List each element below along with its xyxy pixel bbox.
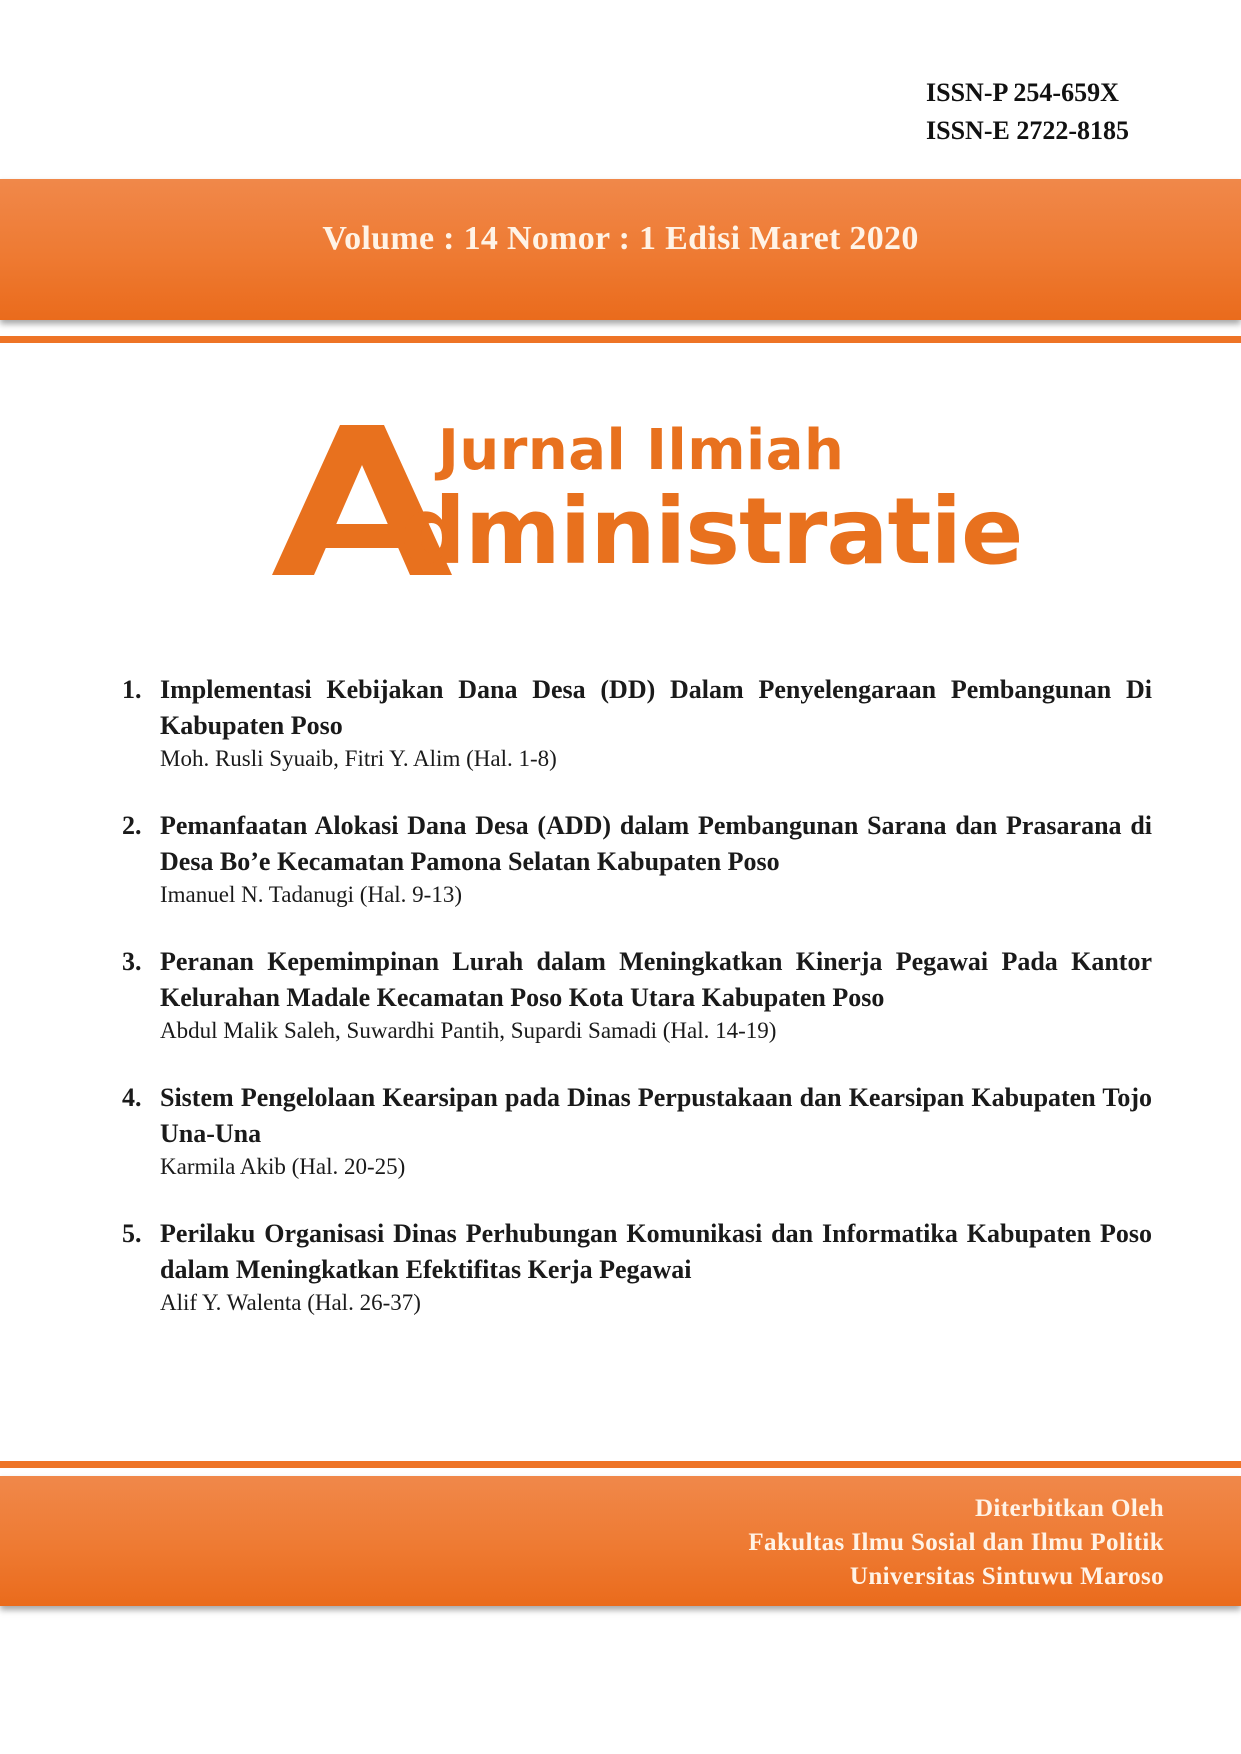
issn-electronic: ISSN-E 2722-8185 xyxy=(926,116,1129,145)
article-authors: Imanuel N. Tadanugi (Hal. 9-13) xyxy=(160,882,462,907)
article-title: Sistem Pengelolaan Kearsipan pada Dinas Perpustakaan dan Kearsipan Kabupaten Tojo Una-Una xyxy=(160,1083,1152,1148)
header-divider xyxy=(0,336,1241,343)
publisher-block xyxy=(748,1492,1164,1594)
article-number: 2. xyxy=(122,811,142,840)
article-number: 3. xyxy=(122,947,142,976)
article-authors: Moh. Rusli Syuaib, Fitri Y. Alim (Hal. 1-8) xyxy=(160,746,557,771)
publisher-university: Universitas Sintuwu Maroso xyxy=(849,1563,1164,1590)
article-item[interactable] xyxy=(122,944,1152,1046)
issn-block xyxy=(926,74,1129,150)
logo-text-jurnal-ilmiah: Jurnal Ilmiah xyxy=(438,418,845,483)
article-number: 5. xyxy=(122,1219,142,1248)
article-title: Perilaku Organisasi Dinas Perhubungan Komunikasi dan Informatika Kabupaten Poso dalam Meningkatkan Efektifitas Kerja Pegawai xyxy=(160,1219,1152,1284)
article-item[interactable] xyxy=(122,672,1152,774)
article-title: Implementasi Kebijakan Dana Desa (DD) Dalam Penyelengaraan Pembangunan Di Kabupaten Poso xyxy=(160,675,1152,740)
article-item[interactable] xyxy=(122,1216,1152,1318)
article-title: Pemanfaatan Alokasi Dana Desa (ADD) dalam Pembangunan Sarana dan Prasarana di Desa Bo’e Kecamatan Pamona Selatan Kabupaten Poso xyxy=(160,811,1152,876)
table-of-contents xyxy=(122,672,1152,1352)
volume-title: Volume : 14 Nomor : 1 Edisi Maret 2020 xyxy=(322,220,919,257)
article-authors: Karmila Akib (Hal. 20-25) xyxy=(160,1154,406,1179)
publisher-faculty: Fakultas Ilmu Sosial dan Ilmu Politik xyxy=(748,1529,1164,1556)
journal-logo xyxy=(220,400,1080,585)
article-number: 1. xyxy=(122,675,142,704)
article-title: Peranan Kepemimpinan Lurah dalam Meningkatkan Kinerja Pegawai Pada Kantor Kelurahan Madale Kecamatan Poso Kota Utara Kabupaten Poso xyxy=(160,947,1152,1012)
article-number: 4. xyxy=(122,1083,142,1112)
issn-print: ISSN-P 254-659X xyxy=(926,78,1119,107)
publisher-label: Diterbitkan Oleh xyxy=(974,1495,1164,1522)
logo-text-administratie: dministratie xyxy=(400,478,1023,585)
article-item[interactable] xyxy=(122,808,1152,910)
article-item[interactable] xyxy=(122,1080,1152,1182)
footer-divider xyxy=(0,1461,1241,1468)
article-authors: Abdul Malik Saleh, Suwardhi Pantih, Supardi Samadi (Hal. 14-19) xyxy=(160,1018,777,1043)
article-authors: Alif Y. Walenta (Hal. 26-37) xyxy=(160,1290,421,1315)
